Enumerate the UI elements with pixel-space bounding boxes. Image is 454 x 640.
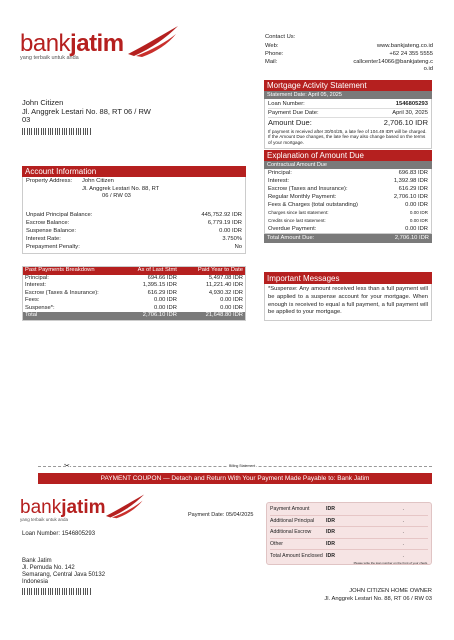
property-line3: 06 / RW 03	[102, 193, 131, 199]
account-panel	[22, 166, 246, 254]
phone-label: Phone:	[265, 50, 284, 57]
scissors-icon: ✂	[64, 463, 70, 470]
mail-label: Mail:	[265, 58, 278, 65]
owner-address-line: Jl. Anggrek Lestari No. 88, RT 06 / RW 03	[324, 595, 432, 602]
form-row: Total Amount Enclosed IDR .	[270, 550, 428, 562]
messages-panel	[264, 272, 432, 321]
explanation-title: Explanation of Amount Due	[264, 150, 432, 161]
property-line2: Jl. Anggrek Lestari No. 88, RT	[82, 185, 160, 192]
customer-address	[22, 99, 202, 135]
table-row: Fees: 0.00 IDR 0.00 IDR	[25, 297, 243, 303]
messages-body: *Suspense: Any amount received less than a full payment will be applied to a suspense account for your mortgage. When enough is received to equal a full payment, a full payment will be applied to your mortgage.	[264, 284, 432, 321]
bank-address	[22, 558, 105, 595]
form-note: Please write the loan number on the front of your check.	[353, 560, 428, 565]
owner-address	[266, 588, 432, 603]
explanation-row: Interest: 1,392.98 IDR	[268, 178, 428, 184]
due-value: April 30, 2025	[392, 110, 428, 116]
loan-value: 1546805293	[395, 101, 428, 107]
coupon-banner: PAYMENT COUPON — Detach and Return With Your Payment Made Payable to: Bank Jatim	[38, 473, 432, 484]
explanation-panel	[264, 150, 432, 243]
explanation-row: Regular Monthly Payment: 2,706.10 IDR	[268, 194, 428, 200]
due-label: Payment Due Date:	[268, 110, 319, 116]
account-row: Prepayment Penalty: No	[26, 243, 242, 250]
account-row: Suspense Balance: 0.00 IDR	[26, 227, 242, 234]
past-payments-table	[22, 266, 246, 321]
cut-line	[38, 463, 432, 472]
logo-text-bank: bank	[20, 30, 71, 57]
account-row: Unpaid Principal Balance: 445,752.92 IDR	[26, 211, 242, 218]
account-row: Escrow Balance: 6,779.19 IDR	[26, 219, 242, 226]
additional-principal-input[interactable]: .	[402, 517, 404, 524]
coupon-logo-jatim: jatim	[61, 497, 106, 518]
contact-title: Contact Us:	[265, 34, 296, 40]
table-row: Principal: 694.66 IDR 5,497.08 IDR	[25, 274, 243, 281]
other-input[interactable]: .	[402, 540, 404, 547]
form-row: Additional Principal IDR .	[270, 516, 428, 528]
explanation-subtitle: Contractual Amount Due	[264, 161, 432, 169]
logo-text-jatim: jatim	[70, 30, 124, 57]
col-header: As of Last Stmt	[137, 267, 177, 273]
amount-due-label: Amount Due:	[268, 118, 312, 127]
logo-tagline: yang terbaik untuk anda	[20, 55, 79, 61]
explanation-total: Total Amount Due: 2,706.10 IDR	[264, 234, 432, 243]
table-row: Interest: 1,395.15 IDR 11,221.40 IDR	[25, 282, 243, 288]
form-row: Additional Escrow IDR .	[270, 527, 428, 539]
logo-swoosh-icon	[126, 24, 180, 58]
coupon-loan-number: Loan Number: 1546805293	[22, 531, 96, 537]
statement-title: Mortgage Activity Statement	[264, 80, 432, 91]
bank-addr-line1: Jl. Pemuda No. 142	[22, 565, 75, 571]
coupon-logo-swoosh-icon	[104, 493, 146, 519]
owner-name: JOHN CITIZEN HOME OWNER	[349, 588, 432, 594]
statement-panel	[264, 80, 432, 149]
late-fee-note: If payment is received after 30/04/25, a late fee of 104.49 IDR will be charged. If the Amount Due changes, the late fee may also change based on the terms of your mortgage.	[268, 129, 427, 145]
table-total-row: Total 2,706.10 IDR 21,648.80 IDR	[25, 312, 243, 318]
customer-address-line2: 03	[22, 115, 31, 124]
property-line1: John Citizen	[82, 178, 114, 184]
explanation-row: Escrow (Taxes and Insurance): 616.29 IDR	[268, 186, 428, 192]
explanation-row: Fees & Charges (total outstanding) 0.00 IDR	[268, 202, 428, 208]
table-row: Suspense*: 0.00 IDR 0.00 IDR	[25, 304, 243, 311]
property-label: Property Address:	[26, 178, 73, 184]
col-header: Paid Year to Date	[197, 267, 243, 273]
table-row: Escrow (Taxes & Insurance): 616.29 IDR 4,930.32 IDR	[25, 289, 243, 296]
contact-block	[265, 34, 433, 73]
messages-title: Important Messages	[264, 272, 432, 284]
mail-link[interactable]: callcenter14066@bankjateng.c	[353, 58, 433, 65]
bank-addr-line3: Indonesia	[22, 579, 49, 585]
cut-text: Billing Statement	[229, 464, 256, 468]
customer-address-line1: Jl. Anggrek Lestari No. 88, RT 06 / RW	[22, 106, 151, 116]
web-label: Web:	[265, 42, 279, 49]
phone-value: +62 24 355 5555	[389, 50, 433, 57]
additional-escrow-input[interactable]: .	[402, 529, 404, 536]
bank-addr-line2: Semarang, Central Java 50132	[22, 572, 106, 578]
postal-barcode	[22, 128, 92, 135]
col-header: Past Payments Breakdown	[25, 267, 95, 273]
coupon-logo-tagline: yang terbaik untuk anda	[20, 517, 69, 522]
amount-due-value: 2,706.10 IDR	[383, 118, 428, 127]
bank-logo	[20, 30, 180, 70]
explanation-row: Credits since last statement: 0.00 IDR	[268, 218, 428, 223]
statement-date: Statement Date: April 05, 2025	[264, 91, 432, 99]
coupon-logo-bank: bank	[20, 497, 62, 518]
form-row: Payment Amount IDR .	[270, 504, 428, 516]
explanation-row: Overdue Payment: 0.00 IDR	[268, 226, 428, 232]
coupon-logo	[20, 497, 140, 527]
bank-barcode	[22, 588, 92, 595]
loan-label: Loan Number:	[268, 101, 305, 107]
payment-form	[266, 502, 432, 565]
form-row: Other IDR .	[270, 539, 428, 551]
explanation-row: Principal: 696.83 IDR	[268, 170, 428, 176]
account-title: Account Information	[22, 166, 246, 177]
customer-name: John Citizen	[22, 98, 64, 107]
explanation-row: Charges since last statement: 0.00 IDR	[268, 210, 428, 215]
web-link[interactable]: www.bankjateng.co.id	[376, 42, 433, 49]
total-enclosed-input[interactable]: .	[402, 552, 404, 559]
coupon-payment-date: Payment Date: 05/04/2025	[188, 512, 254, 518]
payment-amount-input[interactable]: .	[402, 506, 404, 513]
account-row: Interest Rate: 3.750%	[26, 235, 242, 242]
mail-link-cont: o.id	[423, 65, 433, 72]
bank-name: Bank Jatim	[22, 558, 52, 564]
